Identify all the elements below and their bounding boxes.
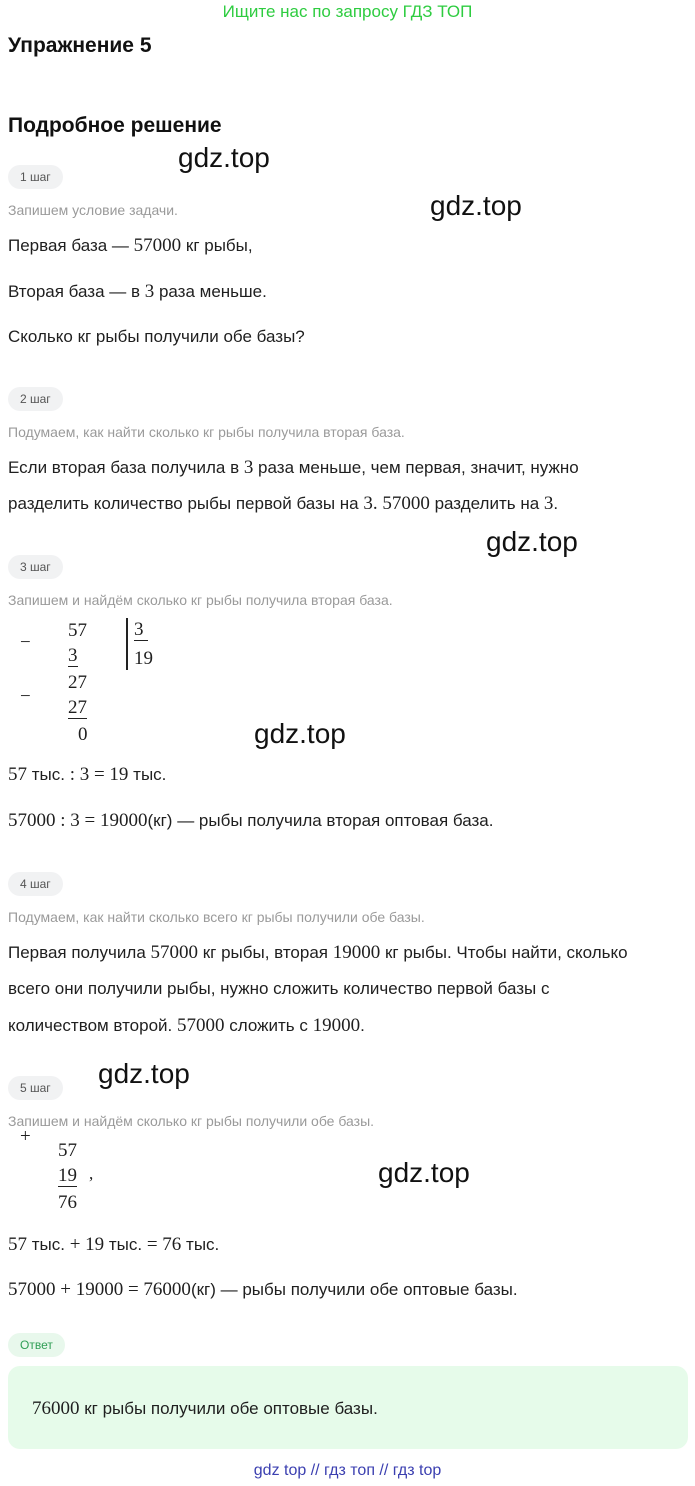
step-chip: 1 шаг [8, 165, 63, 189]
watermark: gdz.top [254, 718, 346, 749]
step-text: Вторая база — в 3 раза меньше. [8, 281, 267, 302]
plus-sign: + [20, 1126, 31, 1147]
step-text: количеством второй. 57000 сложить с 19000. [8, 1015, 365, 1036]
step-note: Запишем условие задачи. [8, 202, 178, 218]
step-text: Первая получила 57000 кг рыбы, вторая 19000 кг рыбы. Чтобы найти, сколько [8, 942, 628, 963]
solution-title: Подробное решение [8, 114, 222, 137]
step-text: разделить количество рыбы первой базы на 3. 57000 разделить на 3. [8, 493, 559, 514]
step-text: всего они получили рыбы, нужно сложить количество первой базы с [8, 979, 550, 998]
comma: , [89, 1164, 94, 1183]
addend: 57 [58, 1140, 77, 1161]
step-text: Первая база — 57000 кг рыбы, [8, 235, 253, 256]
footer-links[interactable]: gdz top // гдз топ // гдз top [253, 1462, 442, 1479]
step-chip: 5 шаг [8, 1076, 63, 1100]
equation: 57000 : 3 = 19000(кг) — рыбы получила вторая оптовая база. [8, 810, 494, 831]
step-chip: 2 шаг [8, 387, 63, 411]
dividend: 57 [68, 620, 87, 641]
remainder: 27 [68, 672, 87, 693]
answer-chip: Ответ [8, 1333, 65, 1357]
equation: 57 тыс. : 3 = 19 тыс. [8, 764, 167, 785]
step-note: Подумаем, как найти сколько кг рыбы получила вторая база. [8, 424, 405, 440]
addend: 19 [58, 1165, 77, 1186]
step-note: Запишем и найдём сколько кг рыбы получили обе базы. [8, 1113, 375, 1129]
watermark: gdz.top [430, 190, 522, 221]
quotient: 19 [134, 648, 153, 669]
division-bar [126, 618, 128, 670]
answer-text: 76000 кг рыбы получили обе оптовые базы. [32, 1398, 378, 1419]
search-banner[interactable]: Ищите нас по запросу ГДЗ ТОП [222, 2, 473, 21]
equation: 57000 + 19000 = 76000(кг) — рыбы получили обе оптовые базы. [8, 1279, 518, 1300]
step-text: Сколько кг рыбы получили обе базы? [8, 327, 305, 346]
step-note: Подумаем, как найти сколько всего кг рыбы получили обе базы. [8, 909, 425, 925]
divisor: 3 [134, 620, 148, 641]
step-text: Если вторая база получила в 3 раза меньше, чем первая, значит, нужно [8, 457, 579, 478]
step-chip: 4 шаг [8, 872, 63, 896]
minus-sign: − [20, 632, 31, 653]
remainder: 0 [78, 724, 88, 745]
sum: 76 [58, 1192, 77, 1213]
subtrahend: 3 [68, 645, 78, 666]
minus-sign: − [20, 686, 31, 707]
watermark: gdz.top [178, 142, 270, 173]
step-note: Запишем и найдём сколько кг рыбы получила вторая база. [8, 592, 393, 608]
equation: 57 тыс. + 19 тыс. = 76 тыс. [8, 1234, 220, 1255]
watermark: gdz.top [378, 1157, 470, 1188]
exercise-title: Упражнение 5 [8, 34, 152, 57]
watermark: gdz.top [98, 1058, 190, 1089]
watermark: gdz.top [486, 526, 578, 557]
subtrahend: 27 [68, 697, 87, 718]
step-chip: 3 шаг [8, 555, 63, 579]
